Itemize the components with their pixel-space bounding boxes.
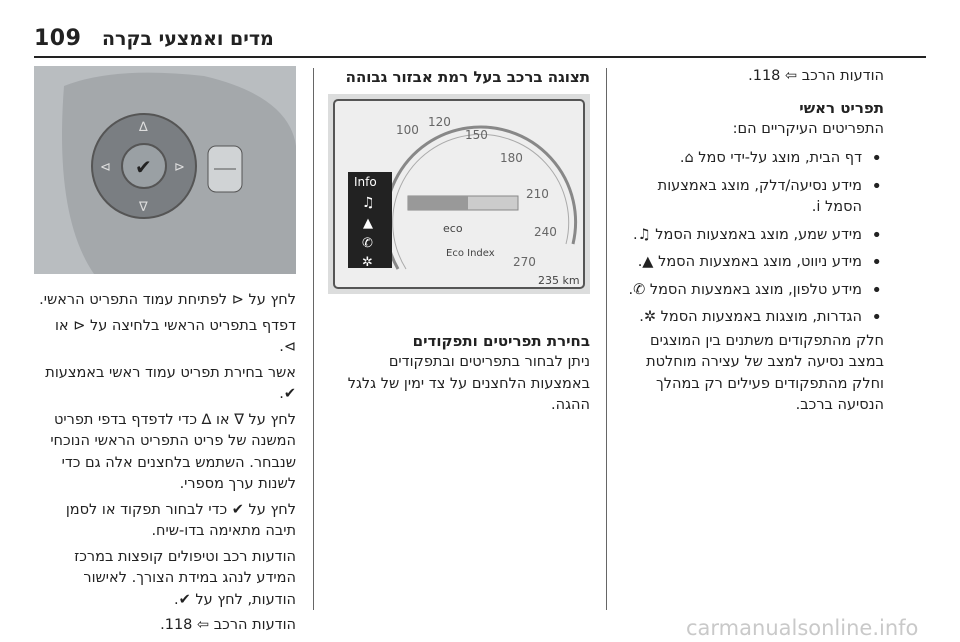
selection-paragraph: ניתן לבחור בתפריטים ובתפקודים באמצעות הלחצנים על צד ימין של גלגל ההגה. (347, 354, 590, 413)
header-rule (34, 56, 926, 58)
list-item: • מידע שמע, מוצג באמצעות הסמל ♫. (622, 225, 884, 247)
paragraph: הודעות רכב וטיפולים קופצות במרכז המידע לנהג במידת הצורך. לאישור הודעות, לחץ על ✔. (74, 548, 296, 608)
range-readout: 235 km (538, 274, 580, 287)
speed-tick: 210 (526, 187, 549, 201)
list-item: • מידע נסיעה/דלק, מוצג באמצעות הסמל i. (622, 176, 884, 219)
middle-column-text (328, 330, 590, 417)
check-icon: ✔ (135, 155, 152, 179)
section-heading-display: תצוגה ברכב בעל רמת אבזור גבוהה (345, 68, 590, 86)
column-divider-left (313, 68, 314, 610)
column-divider-right (606, 68, 607, 610)
arrow-left-icon: ⊲ (100, 160, 111, 175)
section-heading-main-menu: תפריט ראשי (799, 98, 884, 117)
list-item: • הגדרות, מוצגות באמצעות הסמל ✲. (622, 307, 884, 329)
page-header-title: מדים ואמצעי בקרה (102, 28, 274, 50)
menu-info-label: Info (354, 175, 377, 189)
main-menu-list (622, 148, 884, 329)
speed-tick: 150 (465, 128, 488, 142)
paragraph: לחץ על ✔ כדי לבחור תפקוד או לסמן תיבה מתאימה בדו-שיח. (65, 501, 296, 539)
settings-icon: ✲ (362, 255, 373, 270)
steering-controls-illustration (34, 66, 296, 274)
arrow-down-icon: ∇ (139, 200, 148, 215)
phone-icon: ✆ (362, 236, 373, 251)
paragraph: אשר בחירת תפריט עמוד ראשי באמצעות ✔. (45, 364, 296, 402)
intro-text: התפריטים העיקריים הם: (732, 120, 884, 137)
navigation-icon: ▲ (363, 216, 373, 231)
paragraph: לחץ על ∇ או ∆ כדי לדפדף בדפי תפריט המשנה של פריט התפריט הראשי הנוכחי שנבחר. השתמש בלחצנים אלה גם כדי לשנות ערך מספרי. (50, 411, 296, 492)
closing-paragraph: חלק מהתפקודים משתנים בין המוצגים במצב נסיעה למצב של עצירה מוחלטת וחלק מהתפקודים פעילים רק במהלך הנסיעה ברכב. (646, 332, 884, 413)
speedometer-illustration (328, 94, 590, 294)
cross-reference: הודעות הרכב ⇦ 118. (748, 68, 884, 84)
instrument-cluster-image (328, 94, 590, 294)
speed-tick: 120 (428, 115, 451, 129)
left-column (34, 290, 296, 637)
speed-tick: 100 (396, 123, 419, 137)
speed-tick: 180 (500, 151, 523, 165)
page-number: 109 (34, 26, 82, 51)
arrow-up-icon: ∆ (139, 120, 148, 135)
watermark: carmanualsonline.info (686, 616, 919, 640)
paragraph: דפדף בתפריט הראשי בלחיצה על ⊲ או ⊳. (54, 317, 296, 355)
list-item: • מידע ניווט, מוצג באמצעות הסמל ▲. (622, 252, 884, 274)
right-column (622, 66, 884, 417)
list-item: • מידע טלפון, מוצג באמצעות הסמל ✆. (622, 280, 884, 302)
paragraph: לחץ על ⊲ לפתיחת עמוד התפריט הראשי. (39, 292, 296, 308)
arrow-right-icon: ⊳ (174, 160, 185, 175)
cross-reference: הודעות הרכב ⇦ 118. (160, 617, 296, 633)
speed-tick: 240 (534, 225, 557, 239)
middle-column (328, 66, 590, 88)
section-subheading-selection: בחירת תפריטים ותפקודים (412, 332, 590, 350)
eco-label: eco (443, 222, 463, 235)
speed-tick: 270 (513, 255, 536, 269)
steering-wheel-image (34, 66, 296, 274)
eco-index-label: Eco Index (446, 248, 495, 259)
music-icon: ♫ (362, 195, 375, 211)
list-item: • דף הבית, מוצג על-ידי סמל ⌂. (622, 148, 884, 170)
